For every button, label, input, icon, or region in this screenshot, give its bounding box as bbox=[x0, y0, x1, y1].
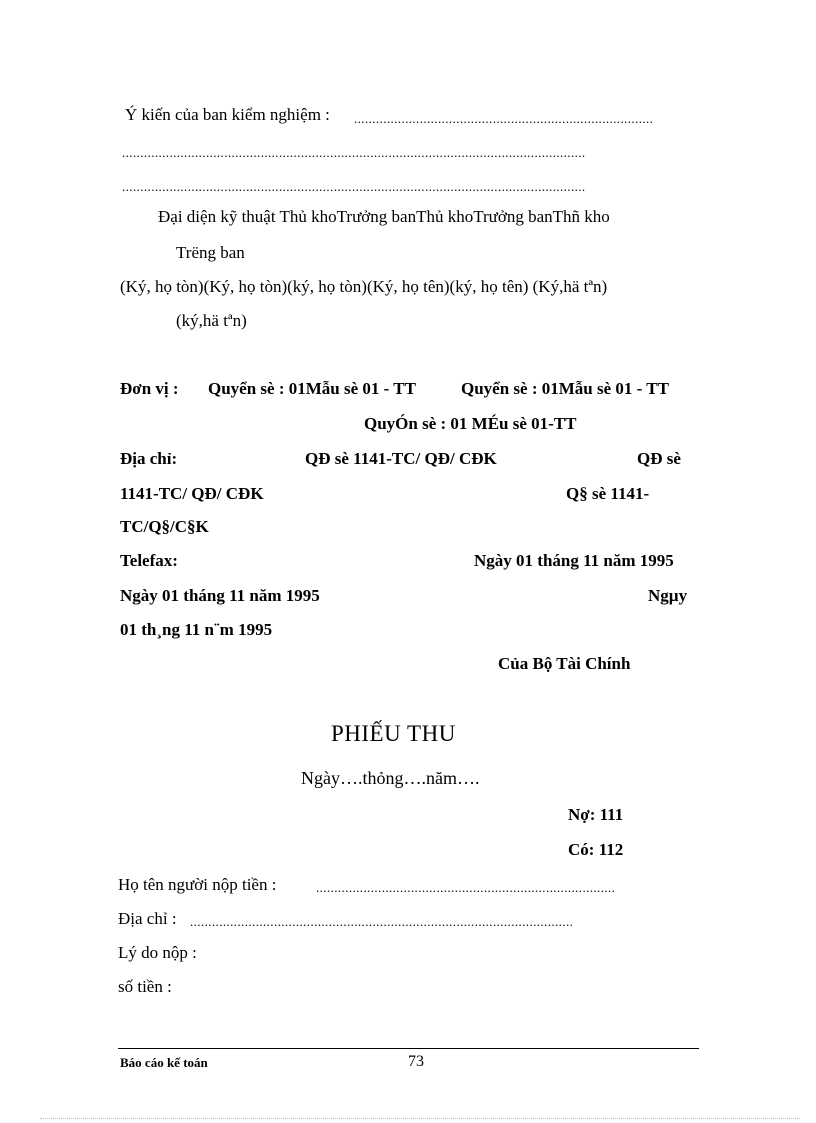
quyen-so-1: Quyển sè : 01Mẫu sè 01 - TT bbox=[208, 379, 416, 398]
debit-account: Nợ: 111 bbox=[568, 805, 624, 824]
address-dots: ......................................................................................................... bbox=[190, 915, 574, 929]
receipt-date-line: Ngày….thỏng….năm…. bbox=[301, 768, 480, 788]
page-edge-divider bbox=[40, 1118, 800, 1119]
qd-2b: 1141-TC/ QĐ/ CĐK bbox=[120, 484, 264, 503]
dia-chi-label: Địa chỉ: bbox=[120, 449, 178, 468]
opinion-dots-2: ............................................................................................................................... bbox=[122, 146, 586, 160]
signature-names-line-2: (ký,hä tªn) bbox=[176, 311, 247, 330]
date-3a: Ngµy bbox=[648, 586, 688, 605]
reason-label: Lý do nộp : bbox=[118, 943, 197, 962]
footer-rule bbox=[118, 1048, 699, 1049]
date-3b: 01 th¸ng 11 n¨m 1995 bbox=[120, 620, 273, 639]
quyen-so-3: QuyÓn sè : 01 MÉu sè 01-TT bbox=[364, 414, 577, 433]
don-vi-label: Đơn vị : bbox=[120, 379, 179, 398]
date-1: Ngày 01 tháng 11 năm 1995 bbox=[474, 551, 674, 570]
opinion-dots-1: .................................................................................. bbox=[354, 112, 654, 126]
qd-2a: QĐ sè bbox=[637, 449, 681, 468]
qd-3a: Q§ sè 1141- bbox=[566, 484, 650, 503]
quyen-so-2: Quyển sè : 01Mẫu sè 01 - TT bbox=[461, 379, 669, 398]
ministry: Của Bộ Tài Chính bbox=[498, 654, 631, 673]
credit-account: Có: 112 bbox=[568, 840, 624, 859]
payer-label: Họ tên người nộp tiền : bbox=[118, 875, 277, 894]
qd-1: QĐ sè 1141-TC/ QĐ/ CĐK bbox=[305, 449, 497, 468]
receipt-title: PHIẾU THU bbox=[331, 721, 456, 746]
address-label: Địa chỉ : bbox=[118, 909, 177, 928]
telefax-label: Telefax: bbox=[120, 551, 178, 570]
page-number: 73 bbox=[408, 1053, 424, 1070]
opinion-dots-3: ............................................................................................................................... bbox=[122, 180, 586, 194]
date-2: Ngày 01 tháng 11 năm 1995 bbox=[120, 586, 320, 605]
signature-roles-line-2: Trëng ban bbox=[176, 243, 245, 262]
amount-label: số tiền : bbox=[118, 977, 172, 996]
qd-3b: TC/Q§/C§K bbox=[120, 517, 209, 536]
signature-roles-line-1: Đại diện kỹ thuật Thủ khoTrưởng banThủ khoTrưởng banThñ kho bbox=[158, 207, 610, 226]
footer-title: Báo cáo kế toán bbox=[120, 1055, 208, 1070]
opinion-label: Ý kiến của ban kiểm nghiệm : bbox=[125, 105, 330, 124]
payer-dots: .................................................................................. bbox=[316, 881, 616, 895]
signature-names-line-1: (Ký, họ tòn)(Ký, họ tòn)(ký, họ tòn)(Ký, họ tên)(ký, họ tên) (Ký,hä tªn) bbox=[120, 277, 608, 296]
